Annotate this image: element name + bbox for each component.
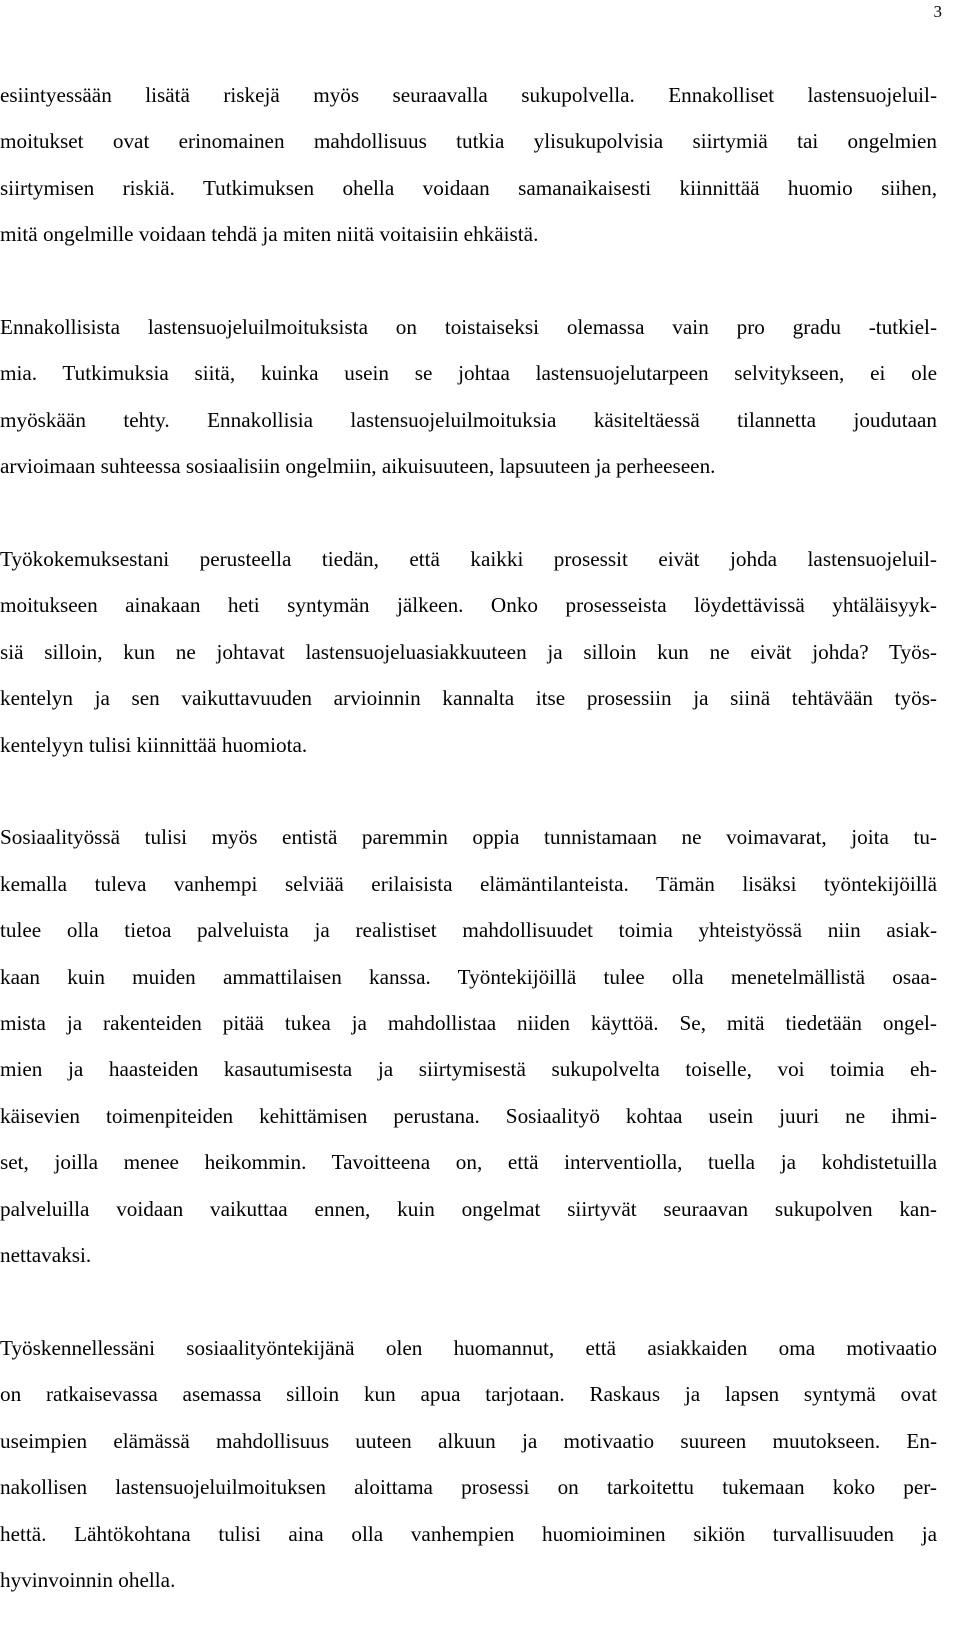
paragraph-5 (0, 1325, 937, 1603)
document-body (0, 72, 937, 1650)
text-line: Työskennellessäni sosiaalityöntekijänä olen huomannut, että asiakkaiden oma motivaatio (0, 1335, 937, 1360)
text-line: hyvinvoinnin ohella. (0, 1567, 176, 1592)
text-line: nettavaksi. (0, 1243, 92, 1268)
text-line: mitä ongelmille voidaan tehdä ja miten niitä voitaisiin ehkäistä. (0, 222, 539, 247)
text-line: mia. Tutkimuksia siitä, kuinka usein se johtaa lastensuojelutarpeen selvitykseen, ei ole (0, 361, 937, 386)
text-line: Ennakollisista lastensuojeluilmoituksista on toistaiseksi olemassa vain pro gradu -tutkiel- (0, 315, 937, 340)
text-line: set, joilla menee heikommin. Tavoitteena on, että interventiolla, tuella ja kohdistetuilla (0, 1150, 937, 1175)
text-line: esiintyessään lisätä riskejä myös seuraavalla sukupolvella. Ennakolliset lastensuojeluil- (0, 83, 937, 107)
text-line: kaan kuin muiden ammattilaisen kanssa. Työntekijöillä tulee olla menetelmällistä osaa- (0, 964, 937, 989)
text-line: on ratkaisevassa asemassa silloin kun apua tarjotaan. Raskaus ja lapsen syntymä ovat (0, 1382, 937, 1407)
page-number: 3 (933, 2, 942, 21)
text-line: palveluilla voidaan vaikuttaa ennen, kuin ongelmat siirtyvät seuraavan sukupolven kan- (0, 1196, 937, 1221)
paragraph-4 (0, 814, 937, 1278)
text-line: käisevien toimenpiteiden kehittämisen perustana. Sosiaalityö kohtaa usein juuri ne ihmi- (0, 1103, 937, 1128)
text-line: nakollisen lastensuojeluilmoituksen aloittama prosessi on tarkoitettu tukemaan koko per- (0, 1475, 937, 1500)
text-line: siirtymisen riskiä. Tutkimuksen ohella voidaan samanaikaisesti kiinnittää huomio siihen, (0, 175, 937, 200)
text-line: tulee olla tietoa palveluista ja realistiset mahdollisuudet toimia yhteistyössä niin asiak- (0, 918, 937, 943)
text-line: mista ja rakenteiden pitää tukea ja mahdollistaa niiden käyttöä. Se, mitä tiedetään ongel- (0, 1011, 937, 1036)
text-line: moitukseen ainakaan heti syntymän jälkeen. Onko prosesseista löydettävissä yhtäläisyyk- (0, 593, 937, 618)
text-line: kentelyyn tulisi kiinnittää huomiota. (0, 732, 308, 757)
paragraph-2 (0, 304, 937, 490)
text-line: hettä. Lähtökohtana tulisi aina olla vanhempien huomioiminen sikiön turvallisuuden ja (0, 1521, 937, 1546)
text-line: kemalla tuleva vanhempi selviää erilaisista elämäntilanteista. Tämän lisäksi työntekijöillä (0, 871, 937, 896)
text-line: myöskään tehty. Ennakollisia lastensuojeluilmoituksia käsiteltäessä tilannetta joudutaan (0, 407, 937, 432)
paragraph-3 (0, 536, 937, 768)
text-line: kentelyn ja sen vaikuttavuuden arvioinnin kannalta itse prosessiin ja siinä tehtävään työs- (0, 686, 937, 711)
text-line: Työkokemuksestani perusteella tiedän, että kaikki prosessit eivät johda lastensuojeluil- (0, 547, 937, 572)
text-line: moitukset ovat erinomainen mahdollisuus tutkia ylisukupolvisia siirtymiä tai ongelmien (0, 129, 937, 154)
paragraph-1 (0, 72, 937, 258)
text-line: arvioimaan suhteessa sosiaalisiin ongelmiin, aikuisuuteen, lapsuuteen ja perheeseen. (0, 454, 716, 479)
text-line: useimpien elämässä mahdollisuus uuteen alkuun ja motivaatio suureen muutokseen. En- (0, 1428, 937, 1453)
text-line: Sosiaalityössä tulisi myös entistä paremmin oppia tunnistamaan ne voimavarat, joita tu- (0, 825, 937, 850)
text-line: siä silloin, kun ne johtavat lastensuojeluasiakkuuteen ja silloin kun ne eivät johda? Työs- (0, 639, 937, 664)
text-line: mien ja haasteiden kasautumisesta ja siirtymisestä sukupolvelta toiselle, voi toimia eh- (0, 1057, 937, 1082)
